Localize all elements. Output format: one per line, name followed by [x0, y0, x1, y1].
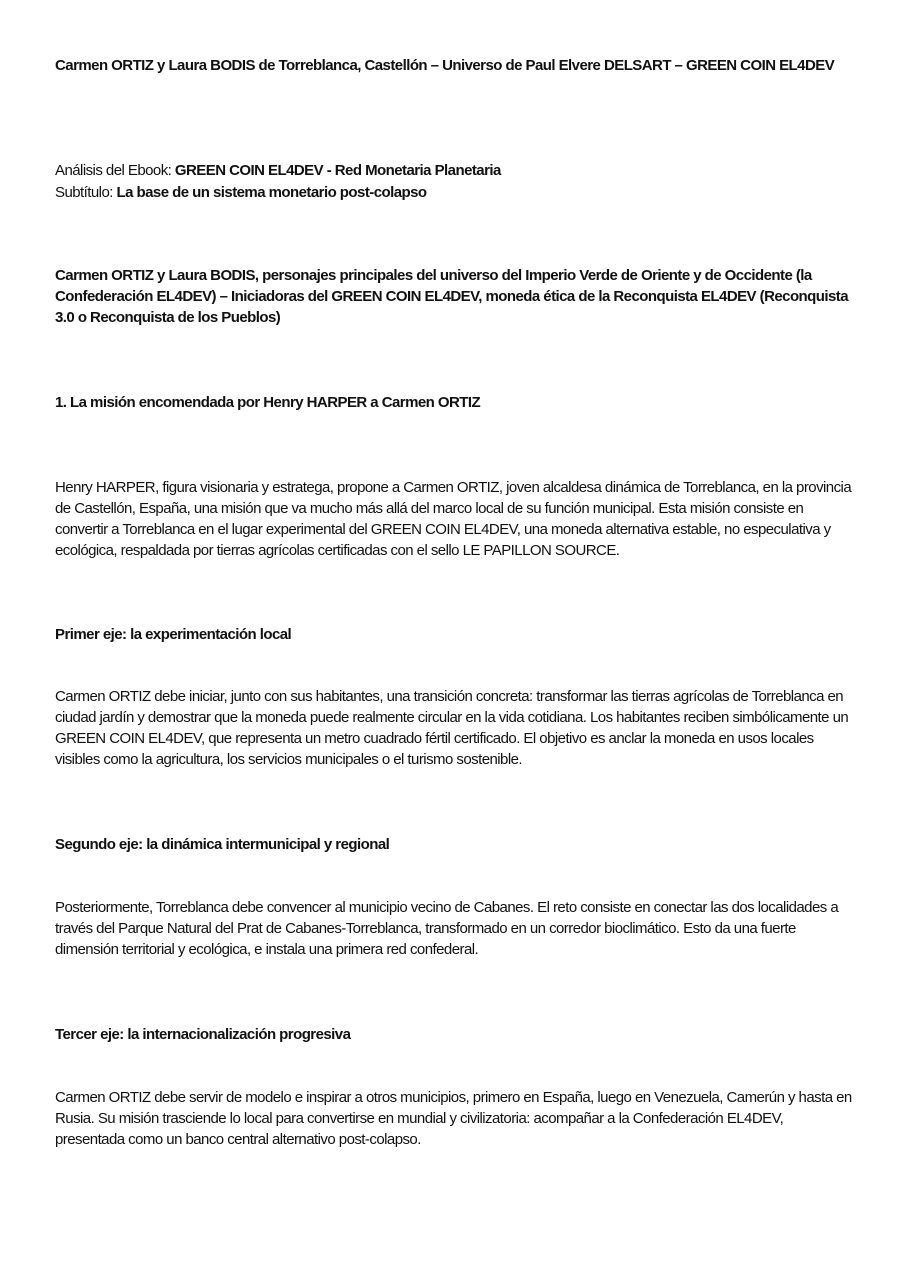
axis-2-body: Posteriormente, Torreblanca debe convencer al municipio vecino de Cabanes. El reto consiste en conectar las dos localidades a través del Parque Natural del Prat de Cabanes-Torreblanca, transformado en un corredor bioclimático. Esto da una fuerte dimensión territorial y ecológica, e instala una primera red confederal.	[55, 899, 839, 958]
header-title: Carmen ORTIZ y Laura BODIS de Torreblanca, Castellón – Universo de Paul Elvere DELSART – GREEN COIN EL4DEV	[55, 57, 835, 74]
axis-3-body: Carmen ORTIZ debe servir de modelo e inspirar a otros municipios, primero en España, luego en Venezuela, Camerún y hasta en Rusia. Su misión trasciende lo local para convertirse en mundial y civilizatoria: acompañar a la Confederación EL4DEV, presentada como un banco central alternativo post-colapso.	[55, 1089, 852, 1148]
axis-1-heading: Primer eje: la experimentación local	[55, 626, 292, 643]
analysis-value: GREEN COIN EL4DEV - Red Monetaria Planetaria	[174, 162, 501, 179]
section-1-heading: 1. La misión encomendada por Henry HARPER a Carmen ORTIZ	[55, 394, 481, 411]
subtitle-value: La base de un sistema monetario post-colapso	[116, 184, 427, 201]
axis-1-body: Carmen ORTIZ debe iniciar, junto con sus habitantes, una transición concreta: transformar las tierras agrícolas de Torreblanca en ciudad jardín y demostrar que la moneda puede realmente circular en la vida cotidiana. Los habitantes reciben simbólicamente un GREEN COIN EL4DEV, que representa un metro cuadrado fértil certificado. El objetivo es anclar la moneda en usos locales visibles como la agricultura, los servicios municipales o el turismo sostenible.	[55, 688, 849, 768]
intro-heading: Carmen ORTIZ y Laura BODIS, personajes principales del universo del Imperio Verde de Oriente y de Occidente (la Confederación EL4DEV) – Iniciadoras del GREEN COIN EL4DEV, moneda ética de la Reconquista EL4DEV (Reconquista 3.0 o Reconquista de los Pueblos)	[55, 267, 849, 326]
subtitle-label: Subtítulo:	[55, 184, 117, 201]
analysis-label: Análisis del Ebook:	[55, 162, 175, 179]
subtitle-line	[55, 182, 855, 203]
axis-2-heading: Segundo eje: la dinámica intermunicipal y regional	[55, 836, 390, 853]
section-1-body: Henry HARPER, figura visionaria y estratega, propone a Carmen ORTIZ, joven alcaldesa dinámica de Torreblanca, en la provincia de Castellón, España, una misión que va mucho más allá del marco local de su función municipal. Esta misión consiste en convertir a Torreblanca en el lugar experimental del GREEN COIN EL4DEV, una moneda alternativa estable, no especulativa y ecológica, respaldada por tierras agrícolas certificadas con el sello LE PAPILLON SOURCE.	[55, 479, 852, 559]
analysis-line	[55, 160, 855, 181]
axis-3-heading: Tercer eje: la internacionalización progresiva	[55, 1026, 351, 1043]
